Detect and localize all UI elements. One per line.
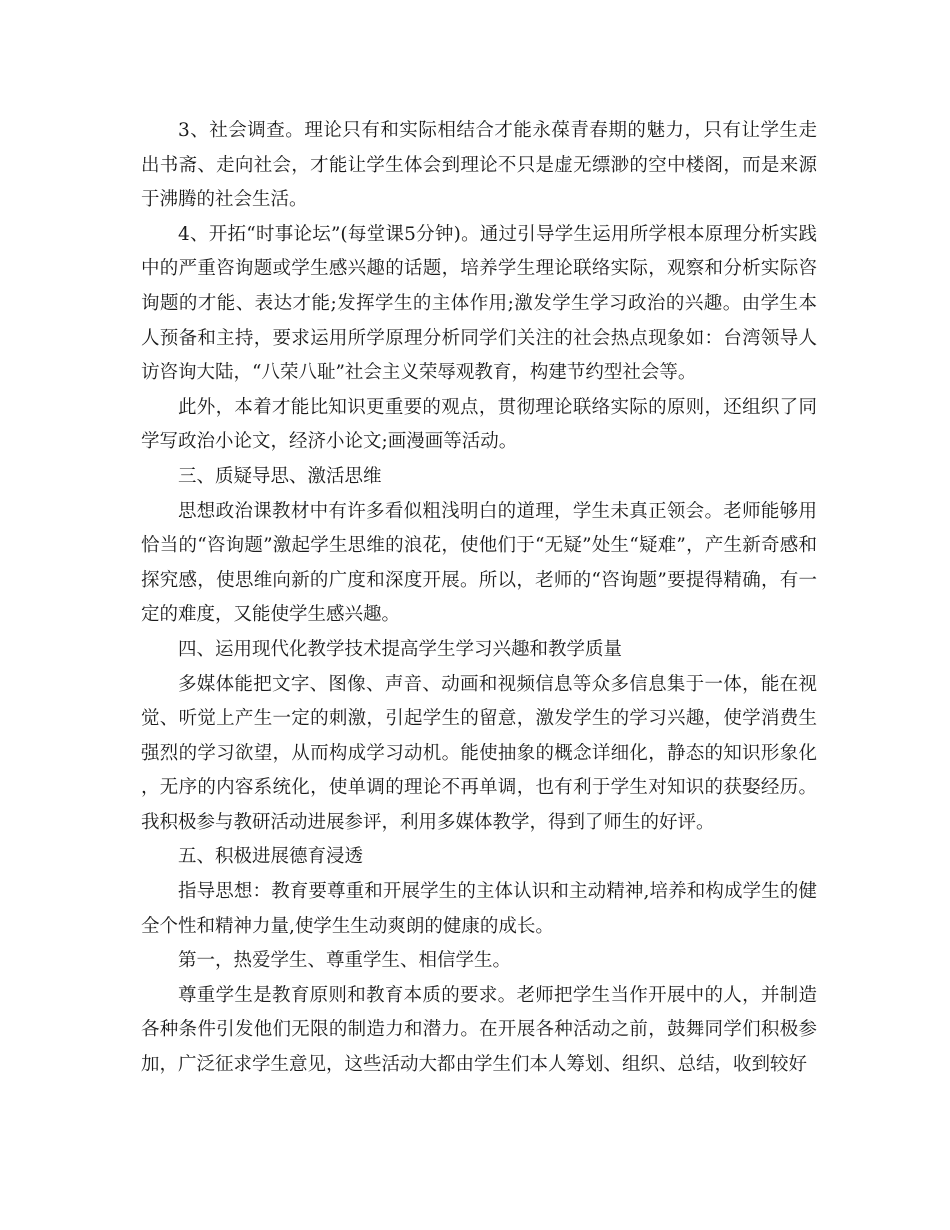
subheading-love-students: 第一，热爱学生、尊重学生、相信学生。 <box>178 950 512 972</box>
paragraph-multimedia: 多媒体能把文字、图像、声音、动画和视频信息等众多信息集于一体，能在视觉、听觉上产生一定的刺激，引起学生的留意，激发学生的学习兴趣，使学消费生强烈的学习欲望，从而构成学习动机。能使抽象的概念详细化，静态的知识形象化，无序的内容系统化，使单调的理论不再单调，也有利于学生对知识的获娶经历。我积极参与教研活动进展参评，利用多媒体教学，得到了师生的好评。 <box>141 673 817 833</box>
section-heading-moral-education: 五、积极进展德育浸透 <box>178 846 364 868</box>
paragraph-current-affairs-forum: 4、开拓“时事论坛”(每堂课5分钟)。通过引导学生运用所学根本原理分析实践中的严重咨询题或学生感兴趣的话题，培养学生理论联络实际，观察和分析实际咨询题的才能、表达才能;发挥学生的主体作用;激发学生学习政治的兴趣。由学生本人预备和主持，要求运用所学原理分析同学们关注的社会热点现象如：台湾领导人访咨询大陆，“八荣八耻”社会主义荣辱观教育，构建节约型社会等。 <box>141 223 817 384</box>
paragraph-respect-students: 尊重学生是教育原则和教育本质的要求。老师把学生当作开展中的人，并制造各种条件引发他们无限的制造力和潜力。在开展各种活动之前，鼓舞同学们积极参加，广泛征求学生意见，这些活动大都由学生们本人筹划、组织、总结，收到较好 <box>141 984 817 1076</box>
paragraph-guiding-thought: 指导思想：教育要尊重和开展学生的主体认识和主动精神,培养和构成学生的健全个性和精神力量,使学生生动爽朗的健康的成长。 <box>141 881 817 937</box>
paragraph-questioning: 思想政治课教材中有许多看似粗浅明白的道理，学生未真正领会。老师能够用恰当的“咨询题”激起学生思维的浪花，使他们于“无疑”处生“疑难”，产生新奇感和探究感，使思维向新的广度和深度开展。所以，老师的“咨询题”要提得精确，有一定的难度，又能使学生感兴趣。 <box>141 500 817 626</box>
paragraph-other-activities: 此外，本着才能比知识更重要的观点，贯彻理论联络实际的原则，还组织了同学写政治小论文，经济小论文;画漫画等活动。 <box>141 396 817 453</box>
document-body <box>141 114 817 1083</box>
section-heading-questioning: 三、质疑导思、激活思维 <box>178 465 382 487</box>
paragraph-social-survey: 3、社会调查。理论只有和实际相结合才能永葆青春期的魅力，只有让学生走出书斋、走向社会，才能让学生体会到理论不只是虚无缥渺的空中楼阁，而是来源于沸腾的社会生活。 <box>141 120 817 211</box>
section-heading-multimedia: 四、运用现代化教学技术提高学生学习兴趣和教学质量 <box>178 638 623 660</box>
